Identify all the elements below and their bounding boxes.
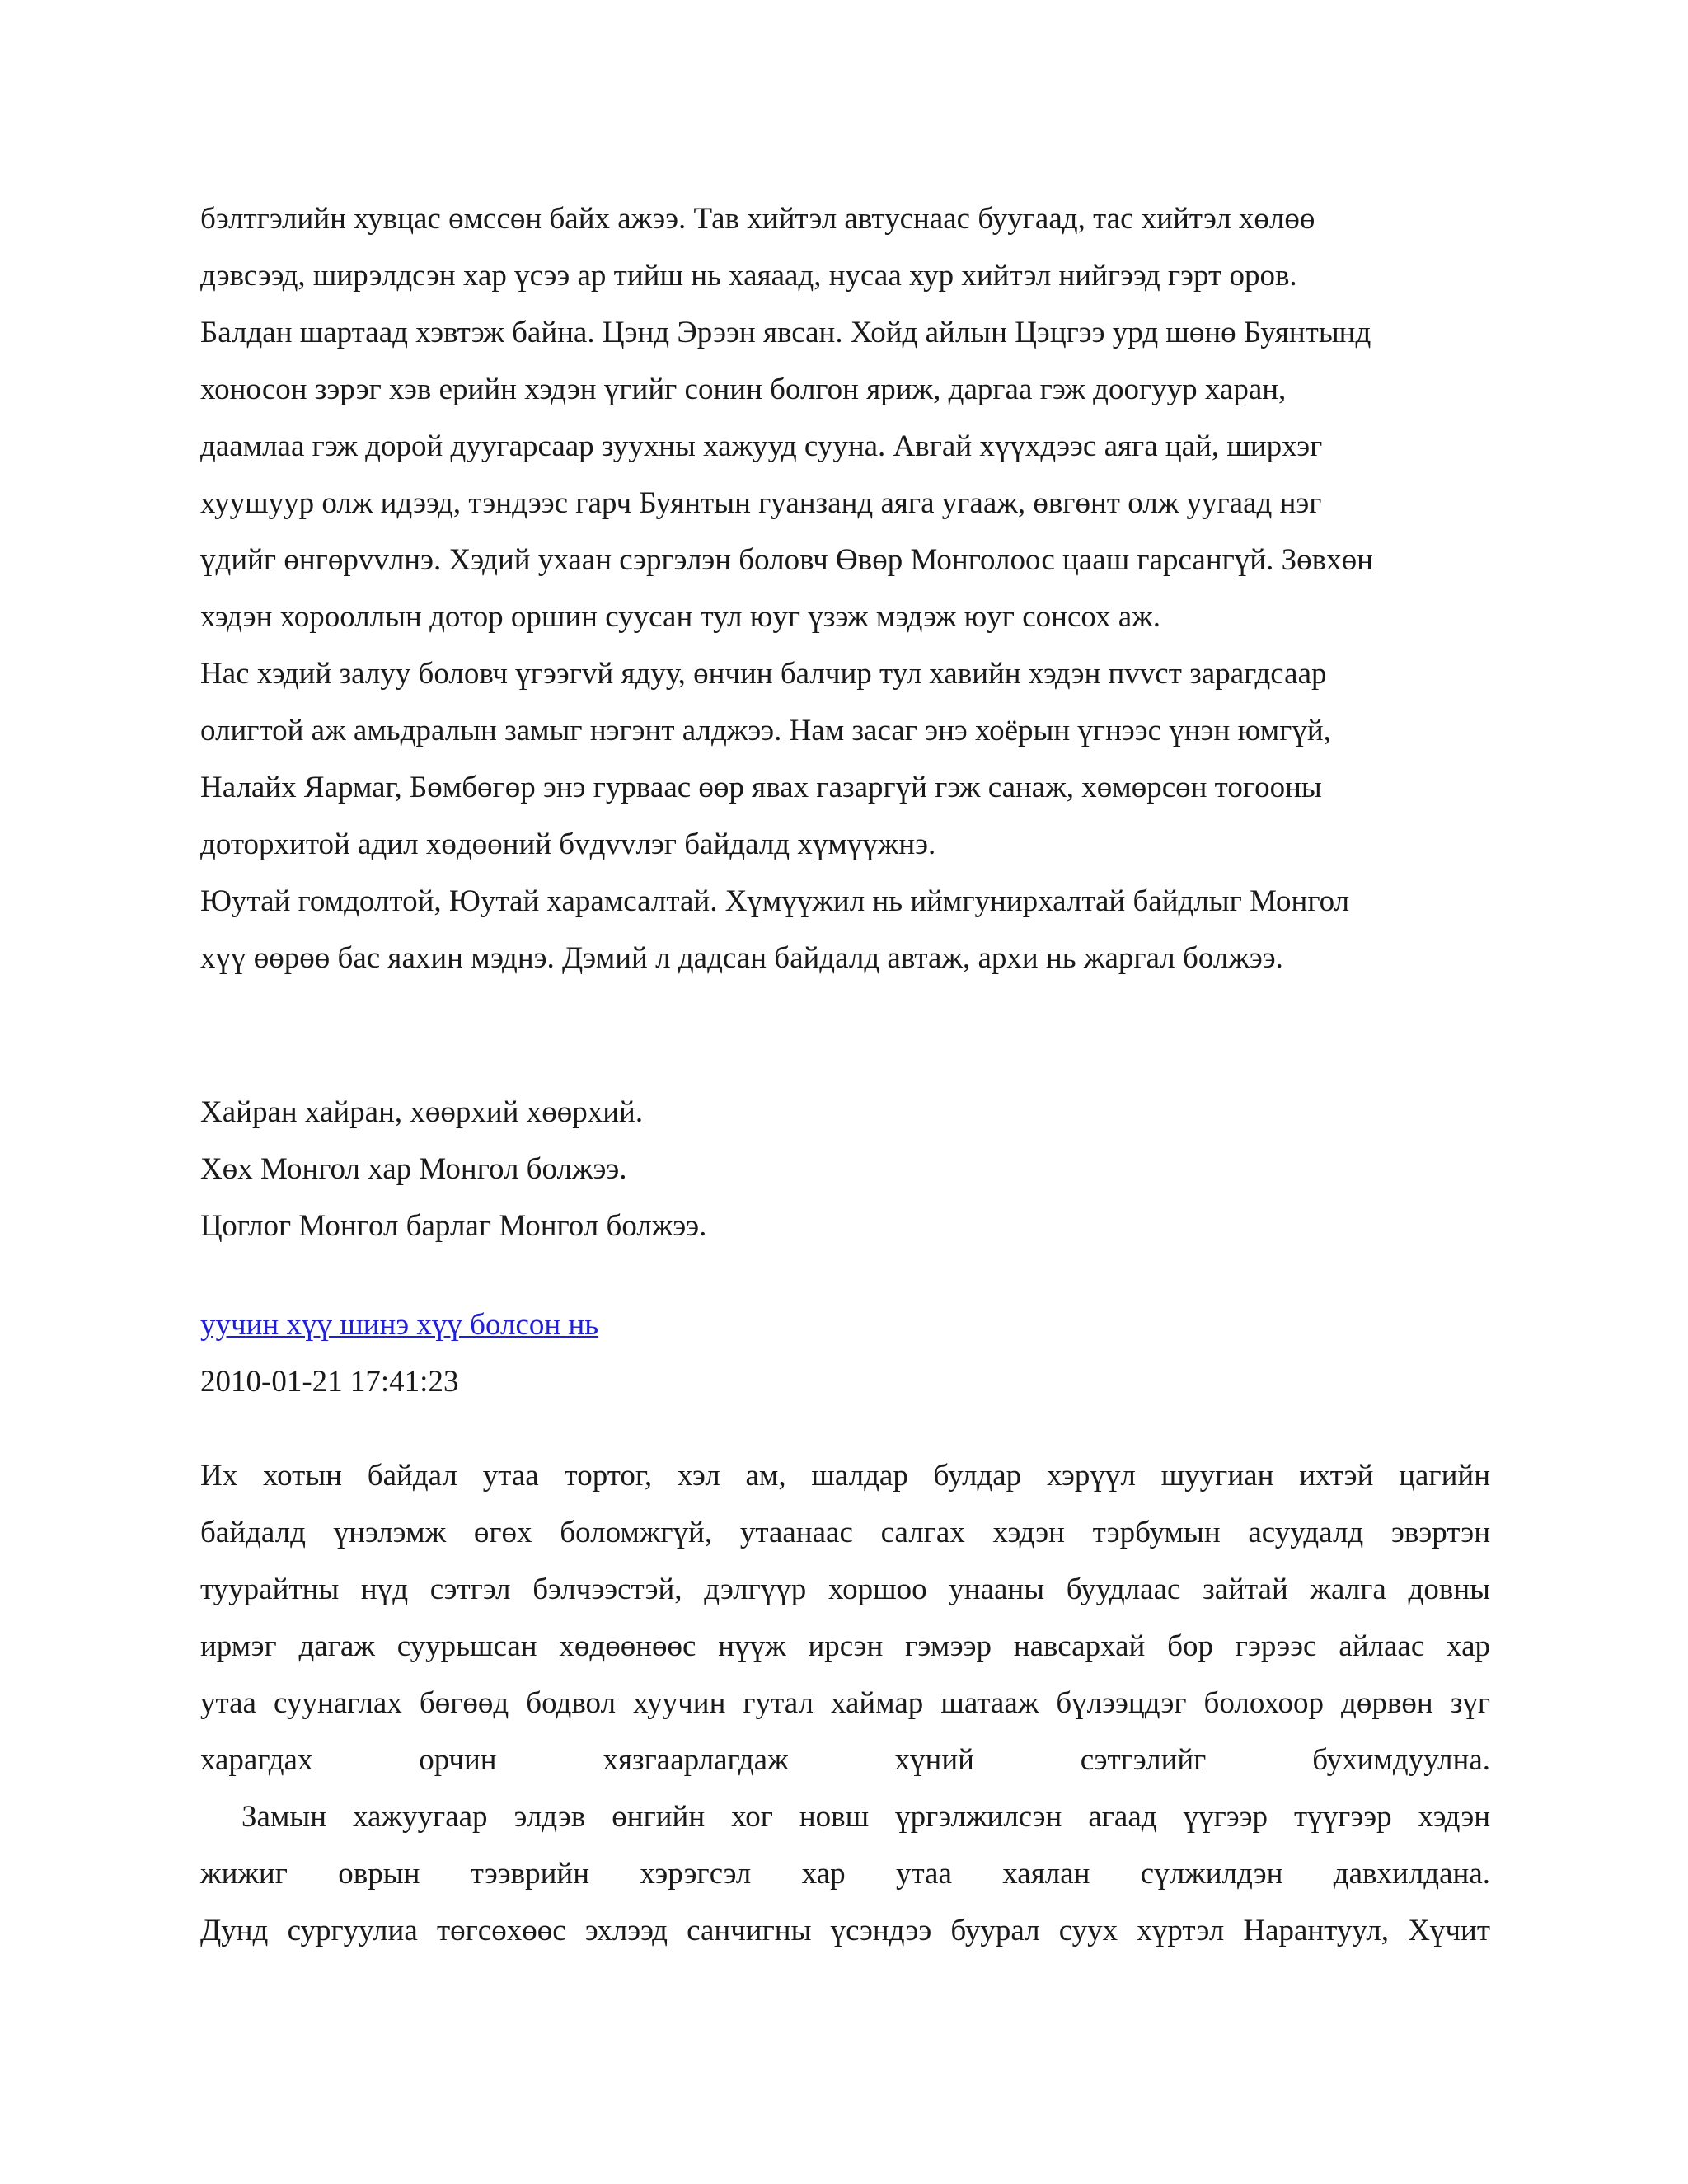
text-line: ирмэг дагаж суурьшсан хөдөөнөөс нүүж ирсэн гэмээр навсархай бор гэрээс айлаас хар [200, 1629, 1490, 1663]
text-line: олигтой аж амьдралын замыг нэгэнт алджээ. Нам засаг энэ хоёрын үгнээс үнэн юмгүй, [200, 714, 1331, 748]
text-line: бэлтгэлийн хувцас өмссөн байх ажээ. Тав хийтэл автуснаас буугаад, тас хийтэл хөлөө [200, 202, 1315, 236]
verse-line: Цоглог Монгол барлаг Монгол болжээ. [200, 1209, 707, 1243]
text-line: туурайтны нүд сэтгэл бэлчээстэй, дэлгүүр хоршоо унааны буудлаас зайтай жалга довны [200, 1572, 1490, 1606]
text-line: утаа суунаглах бөгөөд бодвол хуучин гутал хаймар шатааж бүлээцдэг болохоор дөрвөн зүг [200, 1686, 1490, 1720]
text-line: Нас хэдий залуу боловч үгээгvй ядуу, өнчин балчир тул хавийн хэдэн пvvст зарагдсаар [200, 657, 1327, 691]
text-line: Налайх Яармаг, Бөмбөгөр энэ гурваас өөр явах газаргүй гэж санаж, хөмөрсөн тогооны [200, 771, 1322, 804]
text-line: байдалд үнэлэмж өгөх боломжгүй, утаанаас салгах хэдэн тэрбумын асуудалд эвэртэн [200, 1516, 1490, 1549]
text-line: харагдах орчин хязгаарлагдаж хүний сэтгэлийг бухимдуулна. [200, 1743, 1490, 1777]
text-line: Дунд сургуулиа төгсөхөөс эхлээд санчигны үсэндээ буурал суух хүртэл Нарантуул, Хүчит [200, 1914, 1490, 1947]
text-line: даамлаа гэж дорой дуугарсаар зуухны хажууд сууна. Авгай хүүхдээс аяга цай, ширхэг [200, 429, 1323, 463]
text-line: хүү өөрөө бас яахин мэднэ. Дэмий л дадсан байдалд автаж, архи нь жаргал болжээ. [200, 941, 1283, 975]
text-line: Юутай гомдолтой, Юутай харамсалтай. Хүмүүжил нь иймгунирхалтай байдлыг Монгол [200, 884, 1350, 918]
text-line: хуушуур олж идээд, тэндээс гарч Буянтын гуанзанд аяга угааж, өвгөнт олж уугаад нэг [200, 486, 1322, 520]
text-line: үдийг өнгөрvvлнэ. Хэдий ухаан сэргэлэн боловч Өвөр Монголоос цааш гарсангүй. Зөвхөн [200, 543, 1373, 577]
text-line: Замын хажуугаар элдэв өнгийн хог новш үргэлжилсэн агаад үүгээр түүгээр хэдэн [241, 1800, 1490, 1834]
verse-line: Хайран хайран, хөөрхий хөөрхий. [200, 1095, 644, 1129]
post-timestamp: 2010-01-21 17:41:23 [200, 1365, 459, 1399]
paragraph-top-text [200, 190, 1490, 987]
text-line: Их хотын байдал утаа тортог, хэл ам, шалдар булдар хэрүүл шуугиан ихтэй цагийн [200, 1459, 1490, 1493]
text-line: дэвсээд, ширэлдсэн хар үсээ ар тийш нь хаяаад, нусаа хур хийтэл нийгээд гэрт оров. [200, 259, 1297, 293]
verse-line: Хөх Монгол хар Монгол болжээ. [200, 1152, 627, 1186]
text-line: хоносон зэрэг хэв ерийн хэдэн үгийг сонин болгон яриж, даргаа гэж доогуур харан, [200, 373, 1287, 406]
paragraph-top [200, 190, 1490, 987]
text-line: Балдан шартаад хэвтэж байна. Цэнд Эрээн явсан. Хойд айлын Цэцгээ урд шөнө Буянтынд [200, 316, 1372, 349]
verse [200, 1084, 1490, 1254]
paragraph-bottom [200, 1447, 1490, 1959]
post-title-link[interactable]: уучин хүү шинэ хүү болсон нь [200, 1308, 599, 1342]
text-line: жижиг оврын тээврийн хэрэгсэл хар утаа хаялан сүлжилдэн давхилдана. [200, 1857, 1490, 1891]
text-line: хэдэн хорооллын дотор оршин суусан тул юуг үзэж мэдэж юуг сонсох аж. [200, 600, 1160, 634]
text-line: доторхитой адил хөдөөний бvдvvлэг байдалд хүмүүжнэ. [200, 827, 936, 861]
